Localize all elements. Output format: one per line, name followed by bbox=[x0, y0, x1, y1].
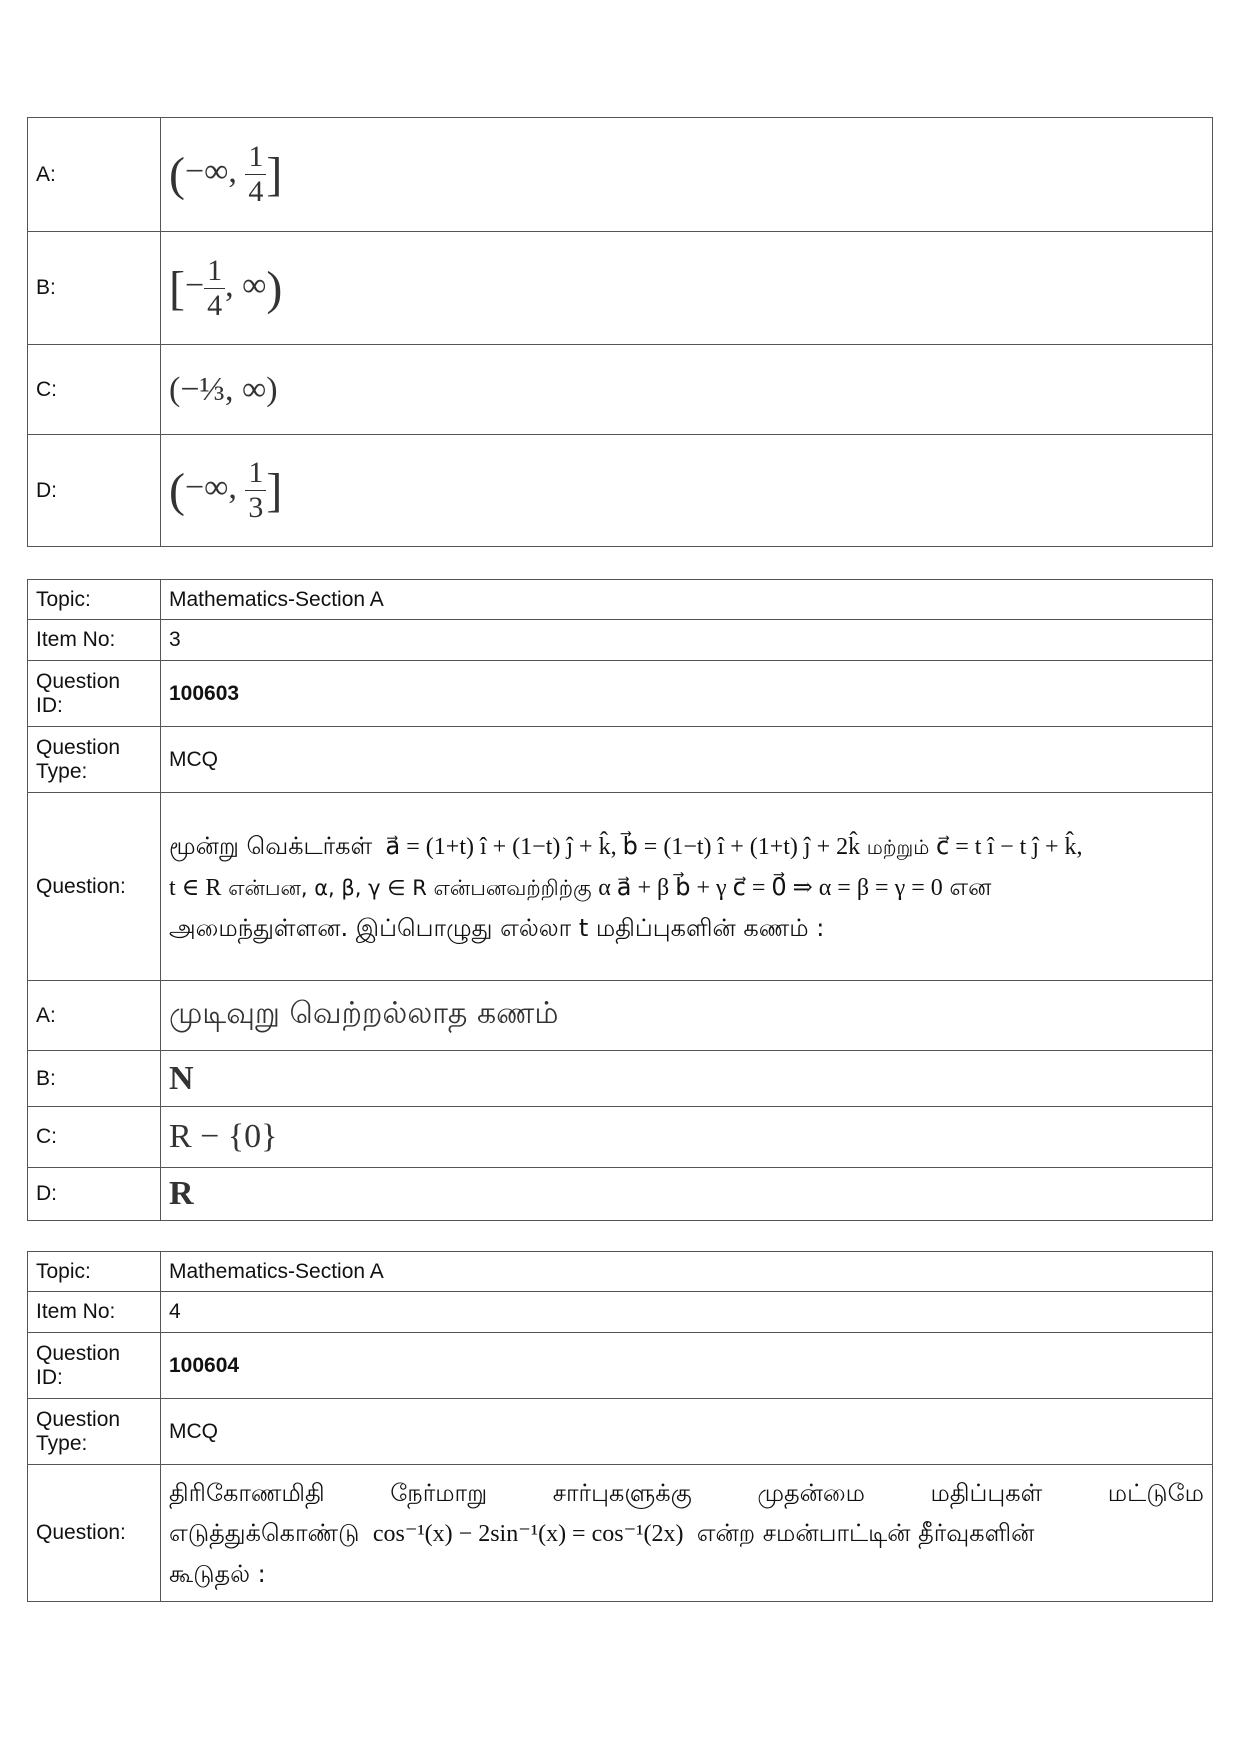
question-id-label: Question ID: bbox=[28, 1333, 161, 1399]
option-label: C: bbox=[28, 1107, 161, 1168]
option-label: A: bbox=[28, 118, 161, 232]
option-row-b bbox=[28, 1051, 1213, 1107]
options-table-previous bbox=[27, 117, 1213, 547]
topic-value: Mathematics-Section A bbox=[161, 1252, 1213, 1292]
item-label: Item No: bbox=[28, 620, 161, 661]
question-type-row bbox=[28, 1399, 1213, 1465]
question-type-label: Question Type: bbox=[28, 1399, 161, 1465]
option-row-d bbox=[28, 435, 1213, 547]
question-label: Question: bbox=[28, 793, 161, 981]
option-b-value: [− $\frac{1}{4}$ , ∞) bbox=[161, 232, 1213, 345]
option-row-d bbox=[28, 1168, 1213, 1221]
question-table-100603 bbox=[27, 579, 1213, 1221]
option-label: C: bbox=[28, 345, 161, 435]
option-label: A: bbox=[28, 981, 161, 1051]
option-row-c bbox=[28, 1107, 1213, 1168]
option-row-b bbox=[28, 232, 1213, 345]
question-type-label: Question Type: bbox=[28, 727, 161, 793]
option-label: D: bbox=[28, 1168, 161, 1221]
question-type-value: MCQ bbox=[161, 1399, 1213, 1465]
option-b-value: N bbox=[161, 1051, 1213, 1107]
option-d-value: (−∞, $\frac{1}{3}$ ] bbox=[161, 435, 1213, 547]
question-type-value: MCQ bbox=[161, 727, 1213, 793]
option-d-value: R bbox=[161, 1168, 1213, 1221]
option-label: B: bbox=[28, 1051, 161, 1107]
option-label: B: bbox=[28, 232, 161, 345]
question-id-value: 100604 bbox=[161, 1333, 1213, 1399]
topic-label: Topic: bbox=[28, 1252, 161, 1292]
option-row-c bbox=[28, 345, 1213, 435]
option-a-value: முடிவுறு வெற்றல்லாத கணம் bbox=[161, 981, 1213, 1051]
option-row-a bbox=[28, 118, 1213, 232]
question-label: Question: bbox=[28, 1465, 161, 1602]
option-c-value: (−⅓, ∞) bbox=[161, 345, 1213, 435]
question-text: திரிகோணமிதி நேர்மாறு சார்புகளுக்கு முதன்மை மதிப்புகள் மட்டுமே எடுத்துக்கொண்டு cos⁻¹(x) − 2sin⁻¹(x) = cos⁻¹(2x) என்ற சமன்பாட்டின் தீர்வுகளின் கூடுதல் : bbox=[161, 1465, 1213, 1602]
topic-label: Topic: bbox=[28, 580, 161, 620]
topic-value: Mathematics-Section A bbox=[161, 580, 1213, 620]
question-id-label: Question ID: bbox=[28, 661, 161, 727]
question-text: மூன்று வெக்டர்கள் a⃗ = (1+t) î + (1−t) ĵ + k̂, b⃗ = (1−t) î + (1+t) ĵ + 2k̂ மற்றும் c⃗ = t î − t ĵ + k̂, t ∈ R என்பன, α, β, γ ∈ R என்பனவற்றிற்கு α a⃗ + β b⃗ + γ c⃗ = 0⃗ ⇒ α = β = γ = 0 என அமைந்துள்ளன. இப்பொழுது எல்லா t மதிப்புகளின் கணம் : bbox=[161, 793, 1213, 981]
question-row bbox=[28, 793, 1213, 981]
item-value: 4 bbox=[161, 1292, 1213, 1333]
option-a-value: (−∞, $\frac{1}{4}$ ] bbox=[161, 118, 1213, 232]
item-row bbox=[28, 1292, 1213, 1333]
question-row bbox=[28, 1465, 1213, 1602]
item-value: 3 bbox=[161, 620, 1213, 661]
item-row bbox=[28, 620, 1213, 661]
option-row-a bbox=[28, 981, 1213, 1051]
topic-row bbox=[28, 1252, 1213, 1292]
item-label: Item No: bbox=[28, 1292, 161, 1333]
question-id-value: 100603 bbox=[161, 661, 1213, 727]
question-id-row bbox=[28, 1333, 1213, 1399]
option-label: D: bbox=[28, 435, 161, 547]
topic-row bbox=[28, 580, 1213, 620]
question-id-row bbox=[28, 661, 1213, 727]
question-type-row bbox=[28, 727, 1213, 793]
option-c-value: R − {0} bbox=[161, 1107, 1213, 1168]
question-table-100604 bbox=[27, 1251, 1213, 1602]
